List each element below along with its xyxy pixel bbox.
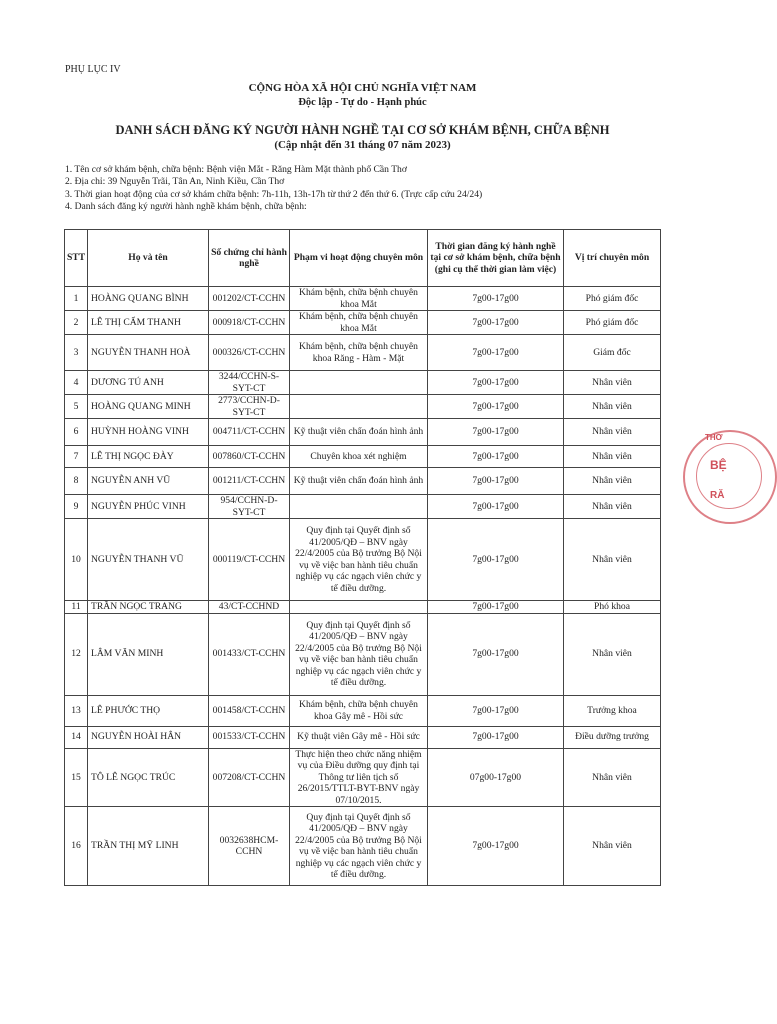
cell-time: 7g00-17g00	[428, 446, 564, 468]
cell-time: 7g00-17g00	[428, 495, 564, 519]
cell-position: Nhân viên	[564, 446, 661, 468]
cell-stt: 11	[65, 601, 88, 614]
cell-stt: 16	[65, 807, 88, 886]
cell-scope: Khám bệnh, chữa bệnh chuyên khoa Mắt	[290, 287, 428, 311]
table-row	[65, 371, 661, 395]
cell-scope: Kỹ thuật viên chẩn đoán hình ảnh	[290, 468, 428, 495]
cell-position: Nhân viên	[564, 371, 661, 395]
cell-cert: 0032638HCM-CCHN	[209, 807, 290, 886]
cell-name: NGUYỄN HOÀI HÂN	[88, 726, 209, 748]
cell-time: 7g00-17g00	[428, 419, 564, 446]
cell-position: Nhân viên	[564, 495, 661, 519]
cell-position: Nhân viên	[564, 519, 661, 601]
practitioner-table	[64, 229, 661, 886]
facility-address-line: 2. Địa chỉ: 39 Nguyễn Trãi, Tân An, Ninh Kiều, Cần Thơ	[65, 176, 285, 188]
table-row	[65, 395, 661, 419]
header-certificate: Số chứng chỉ hành nghề	[209, 230, 290, 287]
cell-time: 7g00-17g00	[428, 613, 564, 695]
cell-cert: 001458/CT-CCHN	[209, 695, 290, 726]
cell-stt: 1	[65, 287, 88, 311]
cell-position: Giám đốc	[564, 335, 661, 371]
cell-name: LÊ THỊ NGỌC ĐÀY	[88, 446, 209, 468]
cell-name: NGUYỄN PHÚC VINH	[88, 495, 209, 519]
cell-stt: 3	[65, 335, 88, 371]
cell-cert: 001433/CT-CCHN	[209, 613, 290, 695]
document-title: DANH SÁCH ĐĂNG KÝ NGƯỜI HÀNH NGHỀ TẠI CƠ SỞ KHÁM BỆNH, CHỮA BỆNH	[115, 123, 610, 137]
cell-scope: Quy định tại Quyết định số 41/2005/QĐ – BNV ngày 22/4/2005 của Bộ trưởng Bộ Nội vụ về việc ban hành tiêu chuẩn nghiệp vụ các ngạch viên chức y tế điều dưỡng.	[290, 807, 428, 886]
table-row	[65, 495, 661, 519]
table-row	[65, 287, 661, 311]
cell-cert: 000119/CT-CCHN	[209, 519, 290, 601]
cell-name: TÔ LÊ NGỌC TRÚC	[88, 748, 209, 807]
cell-time: 7g00-17g00	[428, 468, 564, 495]
cell-name: NGUYỄN THANH HOÀ	[88, 335, 209, 371]
table-header-row	[65, 230, 661, 287]
header-scope: Phạm vi hoạt động chuyên môn	[290, 230, 428, 287]
cell-cert: 43/CT-CCHND	[209, 601, 290, 614]
cell-stt: 13	[65, 695, 88, 726]
cell-time: 7g00-17g00	[428, 335, 564, 371]
cell-position: Phó giám đốc	[564, 311, 661, 335]
cell-position: Nhân viên	[564, 748, 661, 807]
table-row	[65, 311, 661, 335]
header-position: Vị trí chuyên môn	[564, 230, 661, 287]
cell-stt: 6	[65, 419, 88, 446]
cell-stt: 9	[65, 495, 88, 519]
table-row	[65, 695, 661, 726]
cell-scope	[290, 371, 428, 395]
cell-time: 7g00-17g00	[428, 807, 564, 886]
national-motto: Độc lập - Tự do - Hạnh phúc	[298, 97, 427, 108]
stamp-text-mid: BỆ	[710, 458, 727, 472]
cell-name: NGUYỄN THANH VŨ	[88, 519, 209, 601]
header-name: Họ và tên	[88, 230, 209, 287]
cell-name: LÊ THỊ CẨM THANH	[88, 311, 209, 335]
table-row	[65, 726, 661, 748]
cell-cert: 954/CCHN-D-SYT-CT	[209, 495, 290, 519]
cell-scope: Quy định tại Quyết định số 41/2005/QĐ – BNV ngày 22/4/2005 của Bộ trưởng Bộ Nội vụ về việc ban hành tiêu chuẩn nghiệp vụ các ngạch viên chức y tế điều dưỡng.	[290, 519, 428, 601]
cell-scope: Khám bệnh, chữa bệnh chuyên khoa Răng - Hàm - Mặt	[290, 335, 428, 371]
cell-cert: 001533/CT-CCHN	[209, 726, 290, 748]
cell-name: NGUYỄN ANH VŨ	[88, 468, 209, 495]
cell-cert: 001211/CT-CCHN	[209, 468, 290, 495]
cell-cert: 007860/CT-CCHN	[209, 446, 290, 468]
cell-time: 7g00-17g00	[428, 395, 564, 419]
cell-name: LÂM VĂN MINH	[88, 613, 209, 695]
cell-scope: Thực hiện theo chức năng nhiệm vụ của Điều dưỡng quy định tại Thông tư liên tịch số 26/2015/TTLT-BYT-BNV ngày 07/10/2015.	[290, 748, 428, 807]
cell-stt: 15	[65, 748, 88, 807]
cell-name: HOÀNG QUANG BÌNH	[88, 287, 209, 311]
cell-time: 7g00-17g00	[428, 371, 564, 395]
cell-stt: 12	[65, 613, 88, 695]
cell-position: Nhân viên	[564, 807, 661, 886]
cell-stt: 14	[65, 726, 88, 748]
cell-cert: 000918/CT-CCHN	[209, 311, 290, 335]
practitioner-list-line: 4. Danh sách đăng ký người hành nghề khám bệnh, chữa bệnh:	[65, 201, 307, 213]
republic-heading: CỘNG HÒA XÃ HỘI CHỦ NGHĨA VIỆT NAM	[248, 82, 477, 94]
cell-position: Nhân viên	[564, 468, 661, 495]
table-row	[65, 419, 661, 446]
cell-name: HUỲNH HOÀNG VINH	[88, 419, 209, 446]
document-subtitle: (Cập nhật đến 31 tháng 07 năm 2023)	[274, 139, 451, 151]
cell-position: Phó khoa	[564, 601, 661, 614]
header-stt: STT	[65, 230, 88, 287]
header-time: Thời gian đăng ký hành nghề tại cơ sở khám bệnh, chữa bệnh (ghi cụ thể thời gian làm việc)	[428, 230, 564, 287]
cell-cert: 000326/CT-CCHN	[209, 335, 290, 371]
table-row	[65, 519, 661, 601]
cell-scope: Kỹ thuật viên Gây mê - Hồi sức	[290, 726, 428, 748]
table-row	[65, 335, 661, 371]
cell-scope: Khám bệnh, chữa bệnh chuyên khoa Mắt	[290, 311, 428, 335]
cell-time: 7g00-17g00	[428, 601, 564, 614]
cell-position: Điều dưỡng trưởng	[564, 726, 661, 748]
cell-position: Trưởng khoa	[564, 695, 661, 726]
cell-cert: 2773/CCHN-D-SYT-CT	[209, 395, 290, 419]
cell-name: DƯƠNG TÚ ANH	[88, 371, 209, 395]
table-row	[65, 807, 661, 886]
cell-time: 7g00-17g00	[428, 311, 564, 335]
cell-stt: 8	[65, 468, 88, 495]
cell-scope: Khám bệnh, chữa bệnh chuyên khoa Gây mê - Hồi sức	[290, 695, 428, 726]
cell-position: Nhân viên	[564, 613, 661, 695]
cell-name: TRẦN NGỌC TRANG	[88, 601, 209, 614]
cell-time: 7g00-17g00	[428, 695, 564, 726]
table-row	[65, 613, 661, 695]
cell-position: Nhân viên	[564, 395, 661, 419]
cell-stt: 2	[65, 311, 88, 335]
cell-scope: Quy định tại Quyết định số 41/2005/QĐ – BNV ngày 22/4/2005 của Bộ trưởng Bộ Nội vụ về việc ban hành tiêu chuẩn nghiệp vụ các ngạch viên chức y tế điều dưỡng.	[290, 613, 428, 695]
cell-time: 07g00-17g00	[428, 748, 564, 807]
cell-name: HOÀNG QUANG MINH	[88, 395, 209, 419]
table-row	[65, 748, 661, 807]
cell-scope	[290, 495, 428, 519]
cell-cert: 004711/CT-CCHN	[209, 419, 290, 446]
cell-cert: 3244/CCHN-S-SYT-CT	[209, 371, 290, 395]
table-row	[65, 601, 661, 614]
cell-scope: Chuyên khoa xét nghiệm	[290, 446, 428, 468]
cell-time: 7g00-17g00	[428, 287, 564, 311]
cell-scope	[290, 601, 428, 614]
cell-cert: 007208/CT-CCHN	[209, 748, 290, 807]
cell-position: Phó giám đốc	[564, 287, 661, 311]
cell-name: LÊ PHƯỚC THỌ	[88, 695, 209, 726]
table-row	[65, 446, 661, 468]
stamp-text-low: RĂ	[710, 490, 725, 501]
cell-scope: Kỹ thuật viên chẩn đoán hình ảnh	[290, 419, 428, 446]
cell-name: TRẦN THỊ MỸ LINH	[88, 807, 209, 886]
facility-info	[65, 164, 482, 214]
cell-stt: 7	[65, 446, 88, 468]
stamp-text-top: THƠ	[705, 433, 723, 442]
cell-time: 7g00-17g00	[428, 519, 564, 601]
cell-cert: 001202/CT-CCHN	[209, 287, 290, 311]
appendix-label: PHỤ LỤC IV	[65, 64, 121, 75]
facility-hours-line: 3. Thời gian hoạt động của cơ sở khám chữa bệnh: 7h-11h, 13h-17h từ thứ 2 đến thứ 6. (Trực cấp cứu 24/24)	[65, 188, 483, 200]
cell-stt: 5	[65, 395, 88, 419]
cell-position: Nhân viên	[564, 419, 661, 446]
cell-scope	[290, 395, 428, 419]
cell-stt: 10	[65, 519, 88, 601]
table-row	[65, 468, 661, 495]
official-stamp-inner	[696, 443, 762, 509]
cell-time: 7g00-17g00	[428, 726, 564, 748]
facility-name-line: 1. Tên cơ sở khám bệnh, chữa bệnh: Bệnh viện Mắt - Răng Hàm Mặt thành phố Cần Thơ	[65, 164, 407, 175]
cell-stt: 4	[65, 371, 88, 395]
